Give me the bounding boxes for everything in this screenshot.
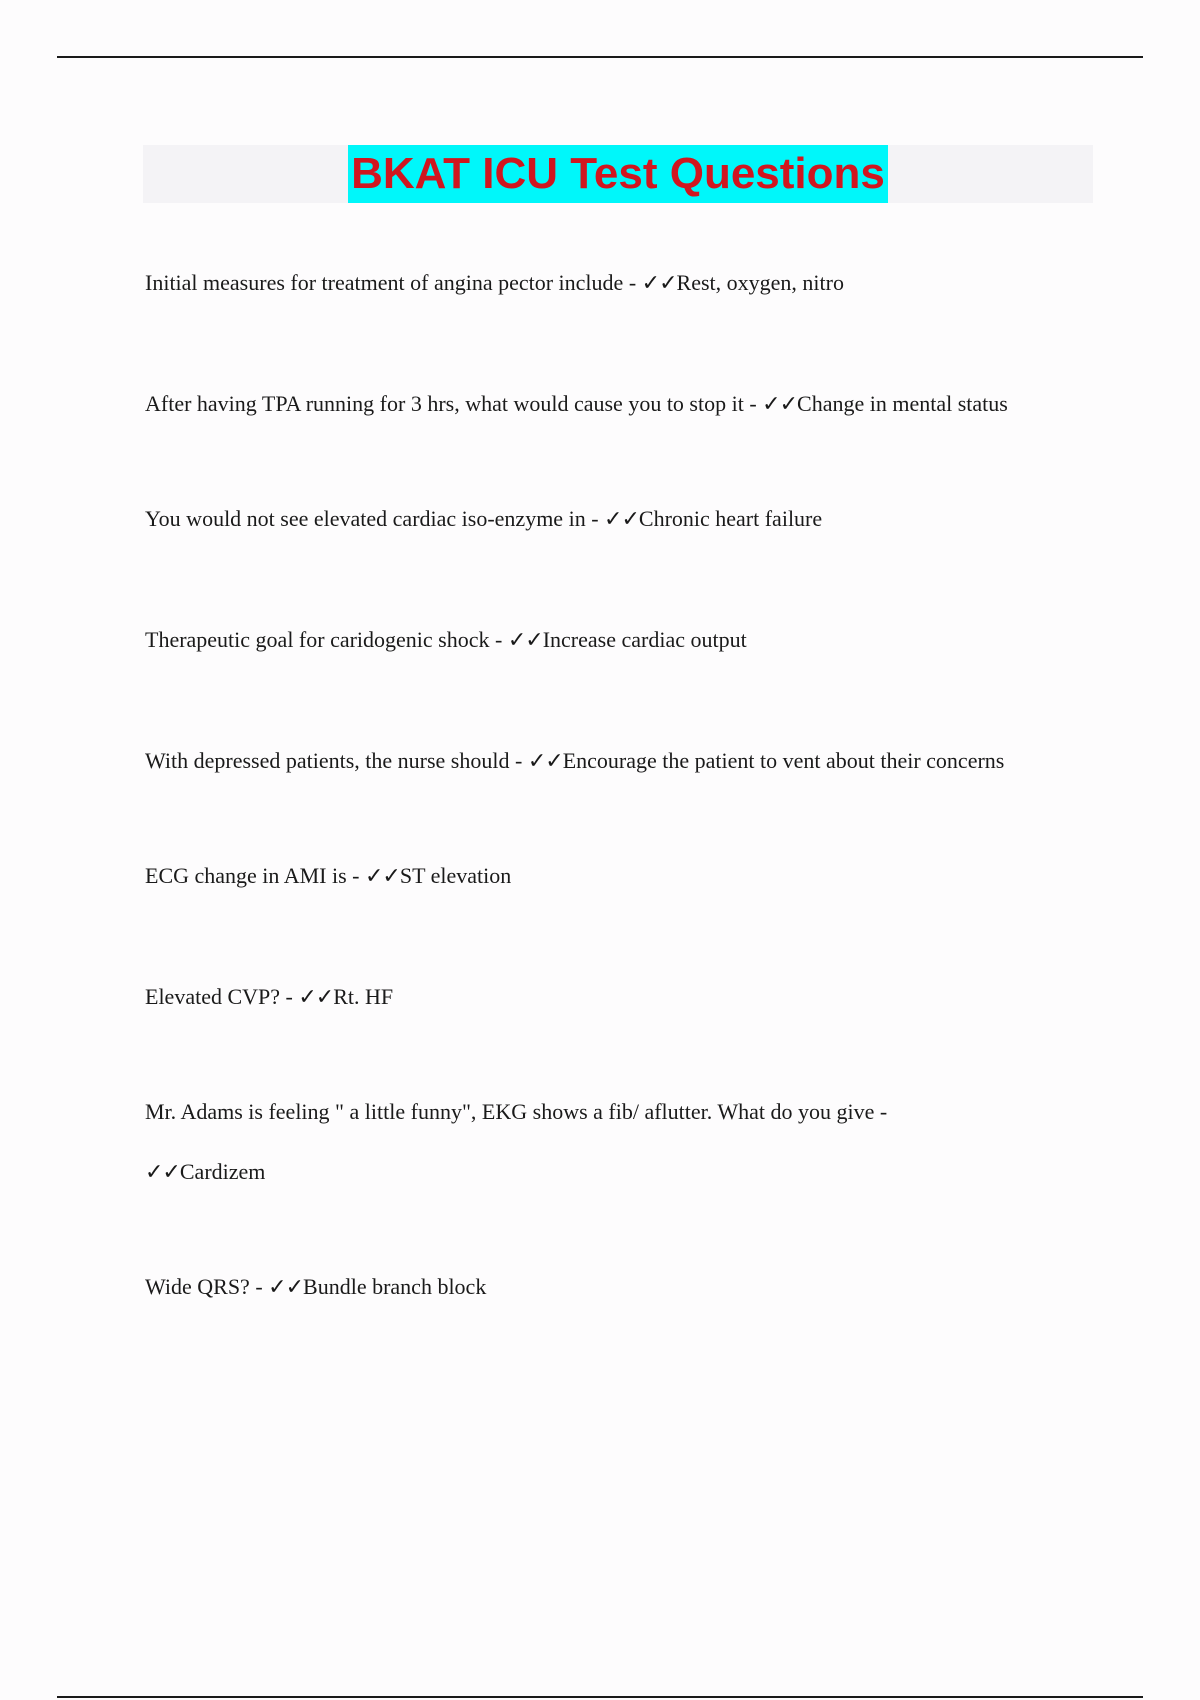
answer-text: Chronic heart failure <box>638 506 823 531</box>
question-text: You would not see elevated cardiac iso-enzyme in <box>145 506 586 531</box>
qa-item <box>145 731 1025 792</box>
answer-text: Bundle branch block <box>303 1274 487 1299</box>
check-marks-icon: ✓✓ <box>641 271 677 296</box>
separator: - <box>623 270 642 295</box>
check-marks-icon: ✓✓ <box>298 985 334 1010</box>
answer-text: Rt. HF <box>333 984 394 1009</box>
question-text: Wide QRS? <box>145 1274 250 1299</box>
answer-text: Rest, oxygen, nitro <box>676 270 844 295</box>
check-marks-icon: ✓✓ <box>364 864 400 889</box>
check-marks-icon: ✓✓ <box>268 1275 304 1300</box>
qa-item <box>145 610 1045 671</box>
question-text: Elevated CVP? <box>145 984 281 1009</box>
separator: - <box>280 984 299 1009</box>
separator: - <box>346 863 365 888</box>
title-band <box>143 145 1093 203</box>
check-marks-icon: ✓✓ <box>145 1160 180 1185</box>
question-text: Therapeutic goal for caridogenic shock <box>145 627 490 652</box>
separator: - <box>743 391 763 416</box>
answer-text: ST elevation <box>399 863 512 888</box>
qa-item <box>145 1257 1045 1318</box>
separator: - <box>249 1274 269 1299</box>
qa-item <box>145 253 1045 314</box>
question-text: Mr. Adams is feeling " a little funny", EKG shows a fib/ aflutter. What do you give <box>145 1099 875 1124</box>
separator: - <box>509 748 528 773</box>
qa-item <box>145 846 1045 907</box>
check-marks-icon: ✓✓ <box>507 628 543 653</box>
question-text: After having TPA running for 3 hrs, what would cause you to stop it <box>145 391 744 416</box>
document-title: BKAT ICU Test Questions <box>348 145 888 203</box>
qa-item <box>145 1082 1005 1203</box>
check-marks-icon: ✓✓ <box>762 392 798 417</box>
qa-list <box>145 253 1045 1318</box>
question-text: With depressed patients, the nurse should <box>145 748 510 773</box>
check-marks-icon: ✓✓ <box>604 507 639 532</box>
qa-item <box>145 967 1045 1028</box>
question-text: Initial measures for treatment of angina pector include <box>145 270 624 295</box>
answer-text: Encourage the patient to vent about their concerns <box>562 748 1005 773</box>
answer-text: Increase cardiac output <box>542 627 747 652</box>
top-rule <box>57 56 1143 58</box>
separator: - <box>874 1099 888 1124</box>
separator: - <box>489 627 508 652</box>
answer-text: Change in mental status <box>797 391 1008 416</box>
qa-item <box>145 489 1045 550</box>
bottom-rule <box>57 1696 1143 1698</box>
answer-text: Cardizem <box>179 1159 266 1184</box>
question-text: ECG change in AMI is <box>145 863 347 888</box>
separator: - <box>585 506 605 531</box>
qa-item <box>145 374 1045 435</box>
check-marks-icon: ✓✓ <box>527 749 563 774</box>
